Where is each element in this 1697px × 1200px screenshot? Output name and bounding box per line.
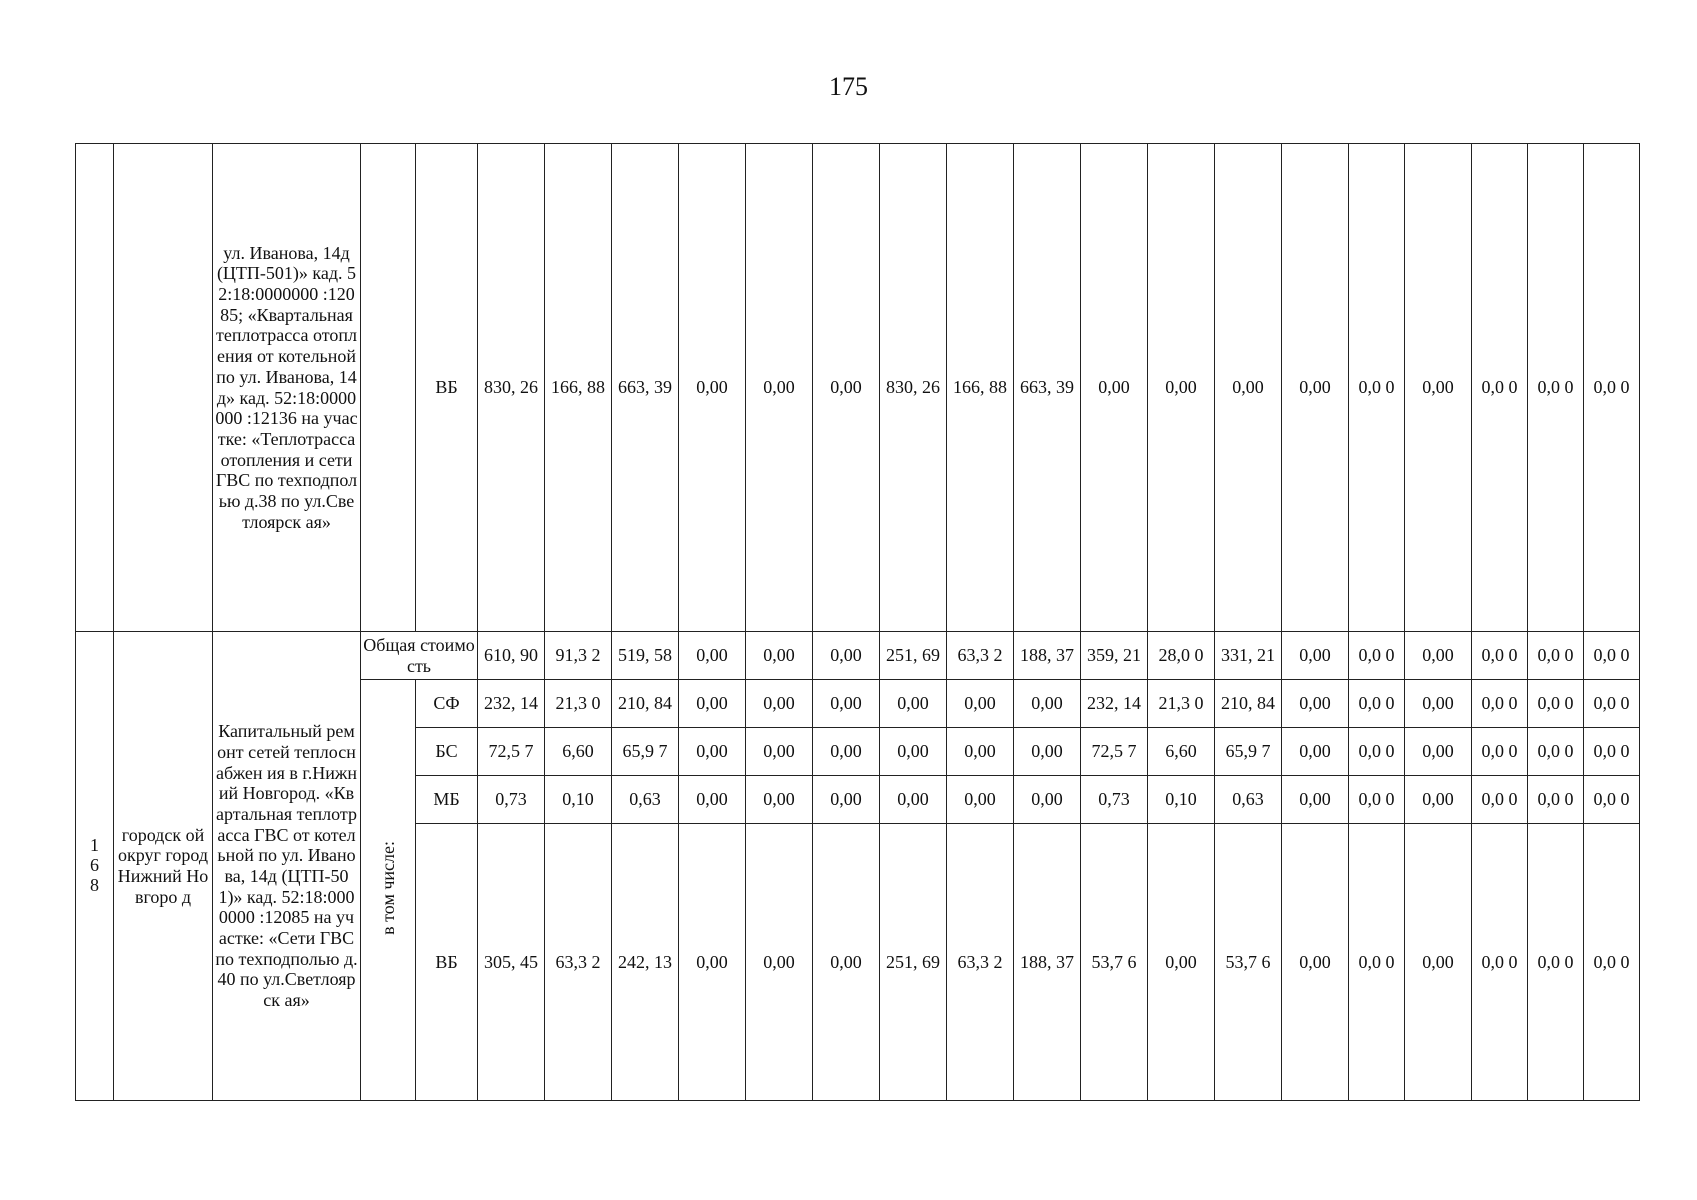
value-cell: 0,00	[746, 728, 813, 776]
value-cell: 0,0 0	[1584, 824, 1640, 1101]
value-cell: 63,3 2	[545, 824, 612, 1101]
value-cell: 0,00	[947, 680, 1014, 728]
financing-table	[75, 143, 1640, 1101]
value-cell: 21,3 0	[1148, 680, 1215, 728]
value-cell: 0,00	[1405, 776, 1472, 824]
page-number: 175	[829, 72, 868, 101]
value-cell: 610, 90	[478, 632, 545, 680]
value-cell: 242, 13	[612, 824, 679, 1101]
value-cell: 0,0 0	[1584, 728, 1640, 776]
value-cell: 21,3 0	[545, 680, 612, 728]
value-cell: 0,0 0	[1528, 728, 1584, 776]
value-cell: 0,0 0	[1472, 144, 1528, 632]
value-cell: 0,73	[478, 776, 545, 824]
total-label-cell: Общая стоимость	[361, 632, 478, 680]
value-cell: 0,0 0	[1472, 632, 1528, 680]
value-cell: 188, 37	[1014, 824, 1081, 1101]
source-cell: СФ	[416, 680, 478, 728]
value-cell: 0,0 0	[1349, 776, 1405, 824]
including-cell	[361, 144, 416, 632]
value-cell: 0,00	[1405, 728, 1472, 776]
value-cell: 28,0 0	[1148, 632, 1215, 680]
value-cell: 0,0 0	[1584, 144, 1640, 632]
value-cell: 0,00	[1282, 776, 1349, 824]
value-cell: 0,00	[679, 776, 746, 824]
value-cell: 0,0 0	[1584, 680, 1640, 728]
value-cell: 72,5 7	[1081, 728, 1148, 776]
value-cell: 0,63	[1215, 776, 1282, 824]
value-cell: 0,00	[1148, 824, 1215, 1101]
source-cell: БС	[416, 728, 478, 776]
value-cell: 0,00	[679, 728, 746, 776]
value-cell: 0,0 0	[1349, 680, 1405, 728]
value-cell: 65,9 7	[612, 728, 679, 776]
value-cell: 91,3 2	[545, 632, 612, 680]
value-cell: 0,0 0	[1584, 632, 1640, 680]
value-cell: 663, 39	[1014, 144, 1081, 632]
source-cell: ВБ	[416, 824, 478, 1101]
value-cell: 6,60	[545, 728, 612, 776]
value-cell: 0,63	[612, 776, 679, 824]
value-cell: 0,0 0	[1528, 144, 1584, 632]
value-cell: 232, 14	[478, 680, 545, 728]
value-cell: 232, 14	[1081, 680, 1148, 728]
value-cell: 331, 21	[1215, 632, 1282, 680]
value-cell: 0,00	[1282, 680, 1349, 728]
value-cell: 210, 84	[1215, 680, 1282, 728]
value-cell: 0,00	[679, 632, 746, 680]
value-cell: 0,00	[1282, 728, 1349, 776]
description-cell: Капитальный ремонт сетей теплоснабжен ия в г.Нижний Новгород. «Квартальная теплотрасса ГВС от котельной по ул. Иванова, 14д (ЦТП-501)» кад. 52:18:0000000 :12085 на участке: «Сети ГВС по техподполью д.40 по ул.Светлоярск ая»	[213, 632, 361, 1101]
row-number-cell: 1 6 8	[76, 632, 114, 1101]
value-cell: 0,00	[880, 680, 947, 728]
value-cell: 0,00	[746, 144, 813, 632]
value-cell: 830, 26	[880, 144, 947, 632]
including-label-cell: в том числе:	[361, 680, 416, 1101]
value-cell: 0,00	[1148, 144, 1215, 632]
value-cell: 0,00	[1014, 680, 1081, 728]
municipality-cell: городск ой округ город Нижний Новгоро д	[114, 632, 213, 1101]
value-cell: 0,0 0	[1528, 632, 1584, 680]
value-cell: 251, 69	[880, 824, 947, 1101]
value-cell: 210, 84	[612, 680, 679, 728]
value-cell: 663, 39	[612, 144, 679, 632]
table-row-total	[76, 632, 1640, 680]
value-cell: 72,5 7	[478, 728, 545, 776]
value-cell: 166, 88	[545, 144, 612, 632]
value-cell: 0,00	[1081, 144, 1148, 632]
value-cell: 830, 26	[478, 144, 545, 632]
value-cell: 0,0 0	[1472, 824, 1528, 1101]
value-cell: 0,00	[1014, 728, 1081, 776]
row-number-cell	[76, 144, 114, 632]
value-cell: 0,00	[746, 824, 813, 1101]
value-cell: 0,00	[1282, 824, 1349, 1101]
value-cell: 0,0 0	[1584, 776, 1640, 824]
value-cell: 0,00	[813, 728, 880, 776]
value-cell: 305, 45	[478, 824, 545, 1101]
municipality-cell	[114, 144, 213, 632]
value-cell: 65,9 7	[1215, 728, 1282, 776]
value-cell: 0,00	[813, 632, 880, 680]
value-cell: 0,00	[1282, 632, 1349, 680]
source-cell: МБ	[416, 776, 478, 824]
value-cell: 63,3 2	[947, 632, 1014, 680]
value-cell: 0,0 0	[1472, 680, 1528, 728]
value-cell: 0,00	[947, 776, 1014, 824]
value-cell: 0,00	[1405, 680, 1472, 728]
value-cell: 0,00	[1405, 144, 1472, 632]
value-cell: 0,0 0	[1349, 632, 1405, 680]
value-cell: 0,10	[1148, 776, 1215, 824]
value-cell: 188, 37	[1014, 632, 1081, 680]
value-cell: 0,00	[947, 728, 1014, 776]
value-cell: 0,00	[679, 824, 746, 1101]
value-cell: 0,73	[1081, 776, 1148, 824]
value-cell: 0,00	[1014, 776, 1081, 824]
value-cell: 0,00	[1215, 144, 1282, 632]
value-cell: 0,00	[813, 144, 880, 632]
value-cell: 0,00	[880, 728, 947, 776]
value-cell: 0,00	[880, 776, 947, 824]
value-cell: 0,00	[1282, 144, 1349, 632]
value-cell: 166, 88	[947, 144, 1014, 632]
value-cell: 0,00	[1405, 824, 1472, 1101]
value-cell: 0,0 0	[1349, 144, 1405, 632]
value-cell: 0,0 0	[1528, 824, 1584, 1101]
value-cell: 0,0 0	[1528, 680, 1584, 728]
value-cell: 63,3 2	[947, 824, 1014, 1101]
value-cell: 251, 69	[880, 632, 947, 680]
value-cell: 0,0 0	[1349, 728, 1405, 776]
value-cell: 519, 58	[612, 632, 679, 680]
value-cell: 0,0 0	[1349, 824, 1405, 1101]
value-cell: 0,10	[545, 776, 612, 824]
table-row-prev	[76, 144, 1640, 632]
description-cell: ул. Иванова, 14д (ЦТП-501)» кад. 52:18:0000000 :12085; «Квартальная теплотрасса отопления от котельной по ул. Иванова, 14д» кад. 52:18:0000000 :12136 на участке: «Теплотрасса отопления и сети ГВС по техподполью д.38 по ул.Светлоярск ая»	[213, 144, 361, 632]
value-cell: 53,7 6	[1215, 824, 1282, 1101]
value-cell: 0,00	[813, 776, 880, 824]
value-cell: 0,00	[746, 680, 813, 728]
value-cell: 0,00	[746, 632, 813, 680]
value-cell: 0,0 0	[1472, 776, 1528, 824]
value-cell: 6,60	[1148, 728, 1215, 776]
value-cell: 0,00	[813, 824, 880, 1101]
value-cell: 0,0 0	[1472, 728, 1528, 776]
value-cell: 0,00	[679, 144, 746, 632]
value-cell: 0,00	[1405, 632, 1472, 680]
value-cell: 359, 21	[1081, 632, 1148, 680]
value-cell: 0,00	[746, 776, 813, 824]
source-cell: ВБ	[416, 144, 478, 632]
value-cell: 0,0 0	[1528, 776, 1584, 824]
value-cell: 0,00	[813, 680, 880, 728]
value-cell: 0,00	[679, 680, 746, 728]
value-cell: 53,7 6	[1081, 824, 1148, 1101]
